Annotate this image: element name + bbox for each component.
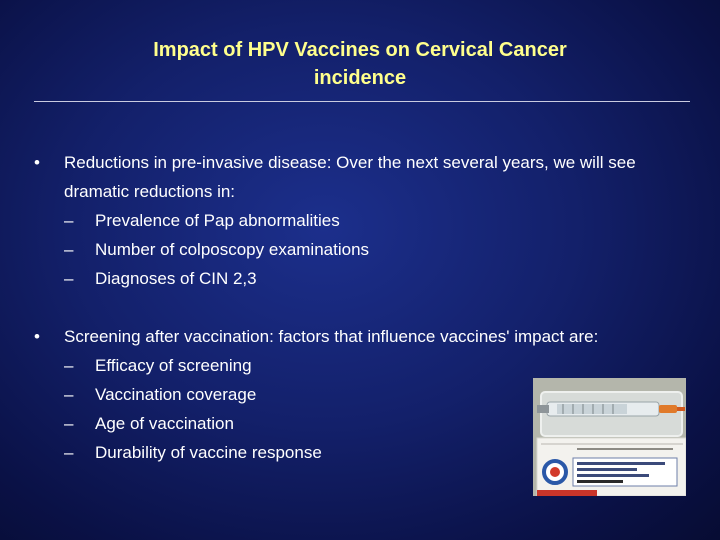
dash-marker: – [64, 211, 74, 230]
dash-marker: – [64, 269, 74, 288]
title-line-1: Impact of HPV Vaccines on Cervical Cancer [153, 39, 567, 61]
sub-item-text: Diagnoses of CIN 2,3 [95, 269, 257, 288]
bullet-marker: • [34, 327, 40, 346]
title-line-2: incidence [313, 67, 407, 89]
dash-marker: – [64, 414, 74, 433]
sub-item-text: Durability of vaccine response [95, 443, 322, 462]
bullet-marker: • [34, 153, 40, 172]
sub-item-text: Age of vaccination [95, 414, 234, 433]
dash-marker: – [64, 443, 74, 462]
sub-item [34, 235, 694, 264]
dash-marker: – [64, 356, 74, 375]
bullet-1 [34, 148, 694, 293]
bullet-2-text: Screening after vaccination: factors that influence vaccines' impact are: [64, 327, 599, 346]
vaccine-package-illustration [533, 378, 686, 496]
title-divider [34, 101, 690, 102]
bullet-2-main [34, 322, 694, 351]
vaccine-package-photo [533, 378, 686, 496]
slide-title [60, 36, 660, 92]
bullet-1-main [34, 148, 694, 206]
dash-marker: – [64, 240, 74, 259]
sub-item-text: Efficacy of screening [95, 356, 252, 375]
sub-item-text: Vaccination coverage [95, 385, 257, 404]
sub-item [34, 351, 694, 380]
sub-item [34, 206, 694, 235]
bullet-1-text: Reductions in pre-invasive disease: Over the next several years, we will see dramatic reductions in: [64, 153, 636, 201]
sub-item-text: Number of colposcopy examinations [95, 240, 370, 259]
dash-marker: – [64, 385, 74, 404]
sub-item-text: Prevalence of Pap abnormalities [95, 211, 340, 230]
sub-item [34, 264, 694, 293]
